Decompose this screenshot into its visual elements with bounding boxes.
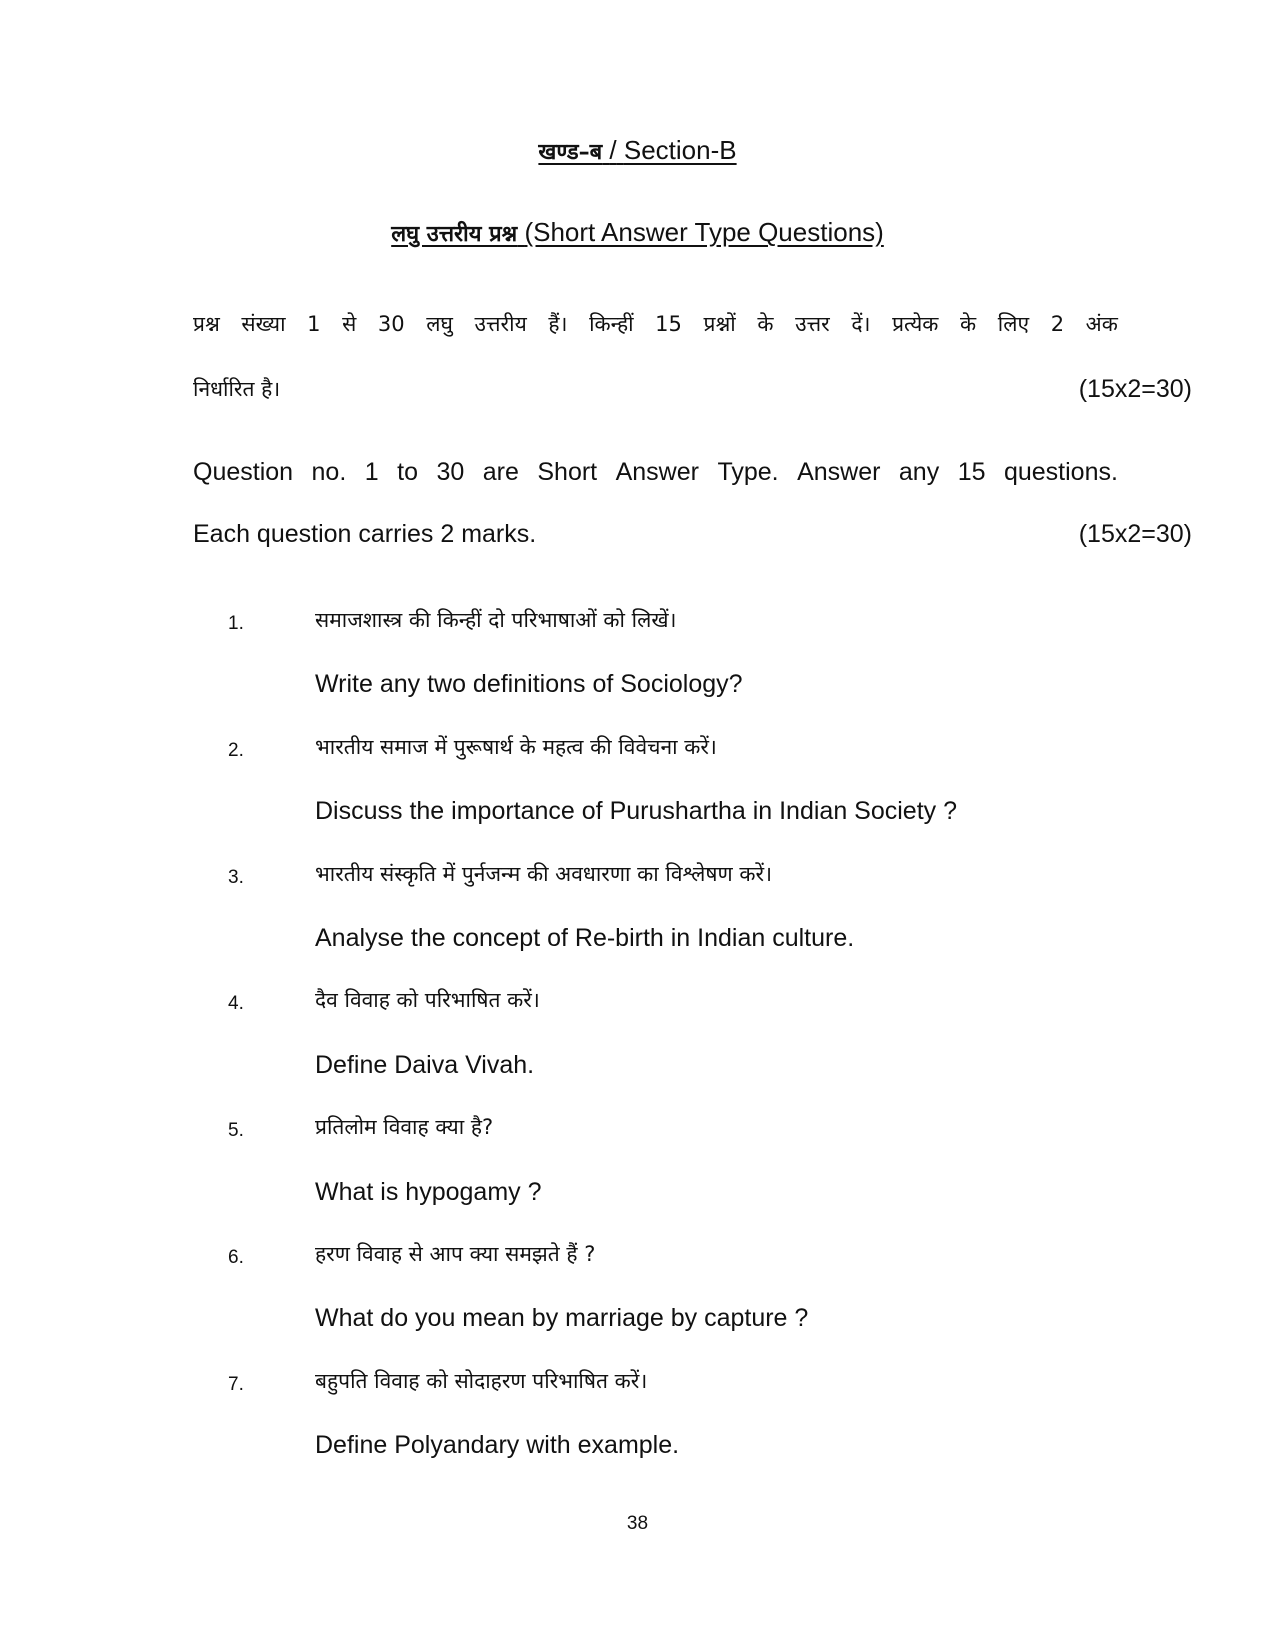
subheading [0,216,1275,251]
question-hindi: हरण विवाह से आप क्या समझते हैं ? [315,1242,596,1266]
word: 1 [364,458,379,486]
question-number: 3. [228,867,244,888]
word: प्रश्नों [703,312,736,336]
question-english: Define Daiva Vivah. [315,1051,535,1079]
word: 2 [1050,312,1065,336]
question-english: Discuss the importance of Purushartha in Indian Society ? [315,797,958,825]
word: Short [537,458,598,486]
word: उत्तर [795,312,830,336]
word: Type. [717,458,779,486]
word: 30 [377,312,405,336]
instructions-english-line-2: Each question carries 2 marks. [193,520,537,548]
word: are [482,458,519,486]
word: के [960,312,977,336]
instructions-hindi-line-1 [193,308,1118,340]
question-number: 4. [228,993,244,1014]
question-number: 5. [228,1120,244,1141]
word: दें। [851,312,871,336]
word: लिए [997,312,1030,336]
word: के [757,312,774,336]
question-english: Analyse the concept of Re-birth in Indian culture. [315,924,855,952]
question-number: 1. [228,613,244,634]
question-english: What is hypogamy ? [315,1178,542,1206]
word: 15 [655,312,682,336]
word: to [397,458,418,486]
word: 1 [307,312,321,336]
instructions-hindi-line-2: निर्धारित है। [193,377,281,401]
question-number: 2. [228,740,244,761]
word: 15 [957,458,986,486]
marks-allocation-english: (15x2=30) [1078,520,1192,548]
subheading-english: (Short Answer Type Questions) [524,217,884,247]
word: no. [311,458,347,486]
word: से [342,312,357,336]
section-heading [0,134,1275,169]
question-hindi: दैव विवाह को परिभाषित करें। [315,988,540,1012]
word: Question [193,458,294,486]
word: questions. [1003,458,1118,486]
word: any [898,458,940,486]
subheading-hindi: लघु उत्तरीय प्रश्न [391,222,518,247]
section-heading-english: Section-B [623,135,737,165]
word: हैं। [548,312,568,336]
page-number: 38 [626,1513,649,1534]
question-hindi: बहुपति विवाह को सोदाहरण परिभाषित करें। [315,1369,648,1393]
marks-allocation-hindi: (15x2=30) [1078,375,1192,403]
word: 30 [436,458,465,486]
word: प्रत्येक [892,312,939,336]
word: अंक [1085,312,1118,336]
word: लघु [426,312,453,336]
question-hindi: प्रतिलोम विवाह क्या है? [315,1115,494,1139]
question-english: Write any two definitions of Sociology? [315,670,743,698]
section-heading-separator: / [609,135,617,165]
question-number: 6. [228,1247,244,1268]
word: Answer [797,458,881,486]
question-hindi: भारतीय संस्कृति में पुर्नजन्म की अवधारणा का विश्लेषण करें। [315,862,773,886]
word: प्रश्न [193,312,220,336]
word: किन्हीं [589,312,634,336]
word: संख्या [241,312,286,336]
question-number: 7. [228,1374,244,1395]
question-english: Define Polyandary with example. [315,1431,680,1459]
question-hindi: भारतीय समाज में पुरूषार्थ के महत्व की विवेचना करें। [315,735,717,759]
question-english: What do you mean by marriage by capture ? [315,1304,809,1332]
section-heading-hindi: खण्ड–ब [538,140,603,165]
instructions-english-line-1 [193,456,1118,488]
word: Answer [615,458,699,486]
word: उत्तरीय [474,312,527,336]
question-hindi: समाजशास्त्र की किन्हीं दो परिभाषाओं को लिखें। [315,608,677,632]
